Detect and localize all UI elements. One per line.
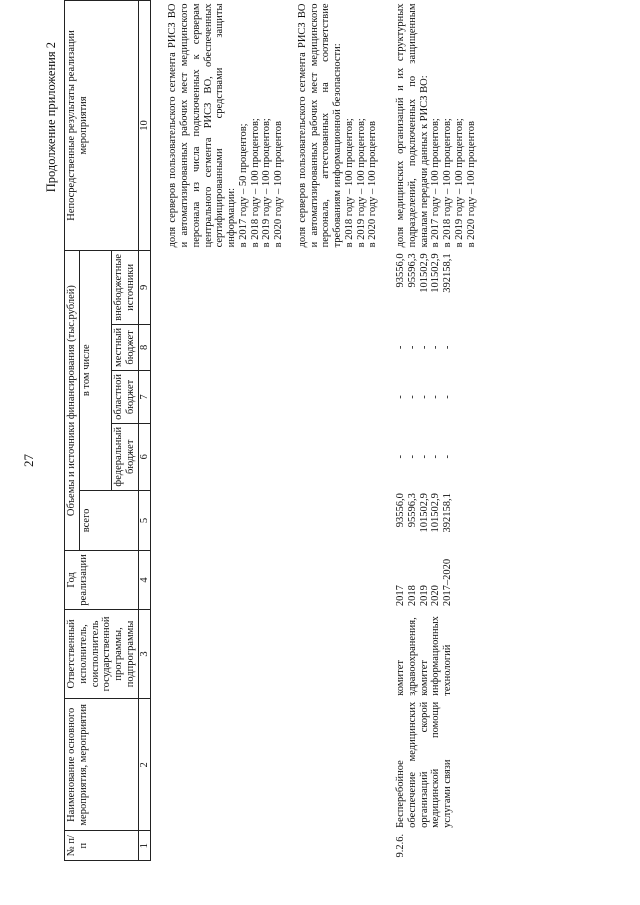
header-num: № п/п xyxy=(65,831,139,861)
col-number: 10 xyxy=(138,1,151,251)
year-value: 2017 xyxy=(395,585,406,607)
header-federal: федеральный бюджет xyxy=(112,423,139,490)
row-totals xyxy=(379,490,477,551)
header-offbudget: внебюджетные источники xyxy=(112,250,139,324)
regional-value: - xyxy=(442,395,453,399)
header-incl: в том числе xyxy=(79,250,111,490)
col-number: 6 xyxy=(138,423,151,490)
local-value: - xyxy=(430,345,442,350)
col-number: 4 xyxy=(138,551,151,609)
year-value: 2020 xyxy=(430,585,442,607)
offbudget-value: 95596,3 xyxy=(406,253,418,288)
row-executor: комитет здравоохранения, комитет информационных технологий xyxy=(395,616,453,696)
row-federal xyxy=(379,423,477,490)
col-number: 2 xyxy=(138,699,151,831)
prior-result-block xyxy=(167,4,285,248)
row-number: 9.2.6. xyxy=(395,833,406,858)
prior-result-item: в 2019 году – 100 процентов; xyxy=(261,118,273,248)
prior-result-item: в 2018 году – 100 процентов; xyxy=(249,118,261,248)
header-year: Год реализации xyxy=(65,551,139,609)
local-value: - xyxy=(418,345,430,350)
col-number: 7 xyxy=(138,370,151,423)
local-value: - xyxy=(406,345,418,350)
result-item: в 2018 году – 100 процентов; xyxy=(442,118,453,248)
row-years xyxy=(379,551,477,609)
page-number: 27 xyxy=(21,454,36,467)
year-value: 2018 xyxy=(406,585,418,607)
prior-result-item: в 2019 году – 100 процентов; xyxy=(355,118,367,248)
row-offbudget xyxy=(379,250,477,324)
regional-value: - xyxy=(395,395,406,399)
year-value: 2019 xyxy=(418,585,430,607)
row-results xyxy=(379,1,477,251)
header-regional: областной бюджет xyxy=(112,370,139,423)
result-text: доля медицинских организаций и их структурных подразделений, подключенных по защищенным каналам передачи данных к РИСЗ ВО: xyxy=(395,3,430,248)
federal-value: - xyxy=(430,455,442,459)
prior-result-item: в 2017 году – 50 процентов; xyxy=(237,123,249,248)
local-value: - xyxy=(395,345,406,350)
federal-value: - xyxy=(406,455,418,459)
total-value: 101502,9 xyxy=(418,493,430,533)
prior-results-cell xyxy=(151,1,379,251)
total-value: 93556,0 xyxy=(395,493,406,528)
col-number: 9 xyxy=(138,250,151,324)
header-name: Наименование основного мероприятия, мероприятия xyxy=(65,699,139,831)
federal-value: - xyxy=(395,455,406,459)
col-number: 5 xyxy=(138,490,151,551)
federal-value: - xyxy=(442,455,453,459)
result-item: в 2019 году – 100 процентов; xyxy=(453,118,465,248)
offbudget-value: 101502,9 xyxy=(430,253,442,293)
col-number: 1 xyxy=(138,831,151,861)
offbudget-value: 93556,0 xyxy=(395,253,406,288)
header-results: Непосредственные результаты реализации мероприятия xyxy=(65,1,139,251)
prior-result-block xyxy=(297,4,379,248)
prior-result-text: доля серверов пользовательского сегмента РИСЗ ВО и автоматизированных рабочих мест медицинского персонала, аттестованных на соответствие требованиям информационной безопасности: xyxy=(296,3,343,248)
col-number: 3 xyxy=(138,609,151,699)
continuation-heading: Продолжение приложения 2 xyxy=(44,42,58,193)
total-value: 95596,3 xyxy=(406,493,418,528)
prior-result-item: в 2018 году – 100 процентов; xyxy=(343,118,355,248)
result-item: в 2017 году – 100 процентов; xyxy=(430,118,442,248)
federal-value: - xyxy=(418,455,430,459)
total-value: 392158,1 xyxy=(442,493,453,533)
header-funding: Объемы и источники финансирования (тыс.рублей) xyxy=(65,250,80,550)
header-local: местный бюджет xyxy=(112,324,139,370)
prior-result-item: в 2020 году – 100 процентов xyxy=(273,121,284,248)
header-total: всего xyxy=(79,490,138,551)
total-value: 101502,9 xyxy=(430,493,442,533)
offbudget-value: 392158,1 xyxy=(442,253,453,293)
header-executor: Ответственный исполнитель, соисполнитель государственной программы, подпрограммы xyxy=(65,609,139,699)
table-row xyxy=(379,1,477,861)
row-local xyxy=(379,324,477,370)
offbudget-value: 101502,9 xyxy=(418,253,430,293)
row-regional xyxy=(379,370,477,423)
prior-result-item: в 2020 году – 100 процентов xyxy=(367,121,379,248)
prior-row xyxy=(151,1,379,861)
row-name: Бесперебойное обеспечение медицинских организаций скорой медицинской помощи услугами связи xyxy=(395,701,453,828)
result-item: в 2020 году – 100 процентов xyxy=(465,121,477,248)
program-table xyxy=(64,0,477,861)
local-value: - xyxy=(442,345,453,350)
year-value: 2017–2020 xyxy=(442,558,453,607)
regional-value: - xyxy=(430,395,442,399)
col-number: 8 xyxy=(138,324,151,370)
prior-result-text: доля серверов пользовательского сегмента РИСЗ ВО и автоматизированных рабочих мест медицинского персонала из числа подключенных к серверам центрального сегмента РИСЗ ВО, обеспеченных сертифицированными средствами защиты информации: xyxy=(167,3,237,248)
regional-value: - xyxy=(418,395,430,399)
regional-value: - xyxy=(406,395,418,399)
